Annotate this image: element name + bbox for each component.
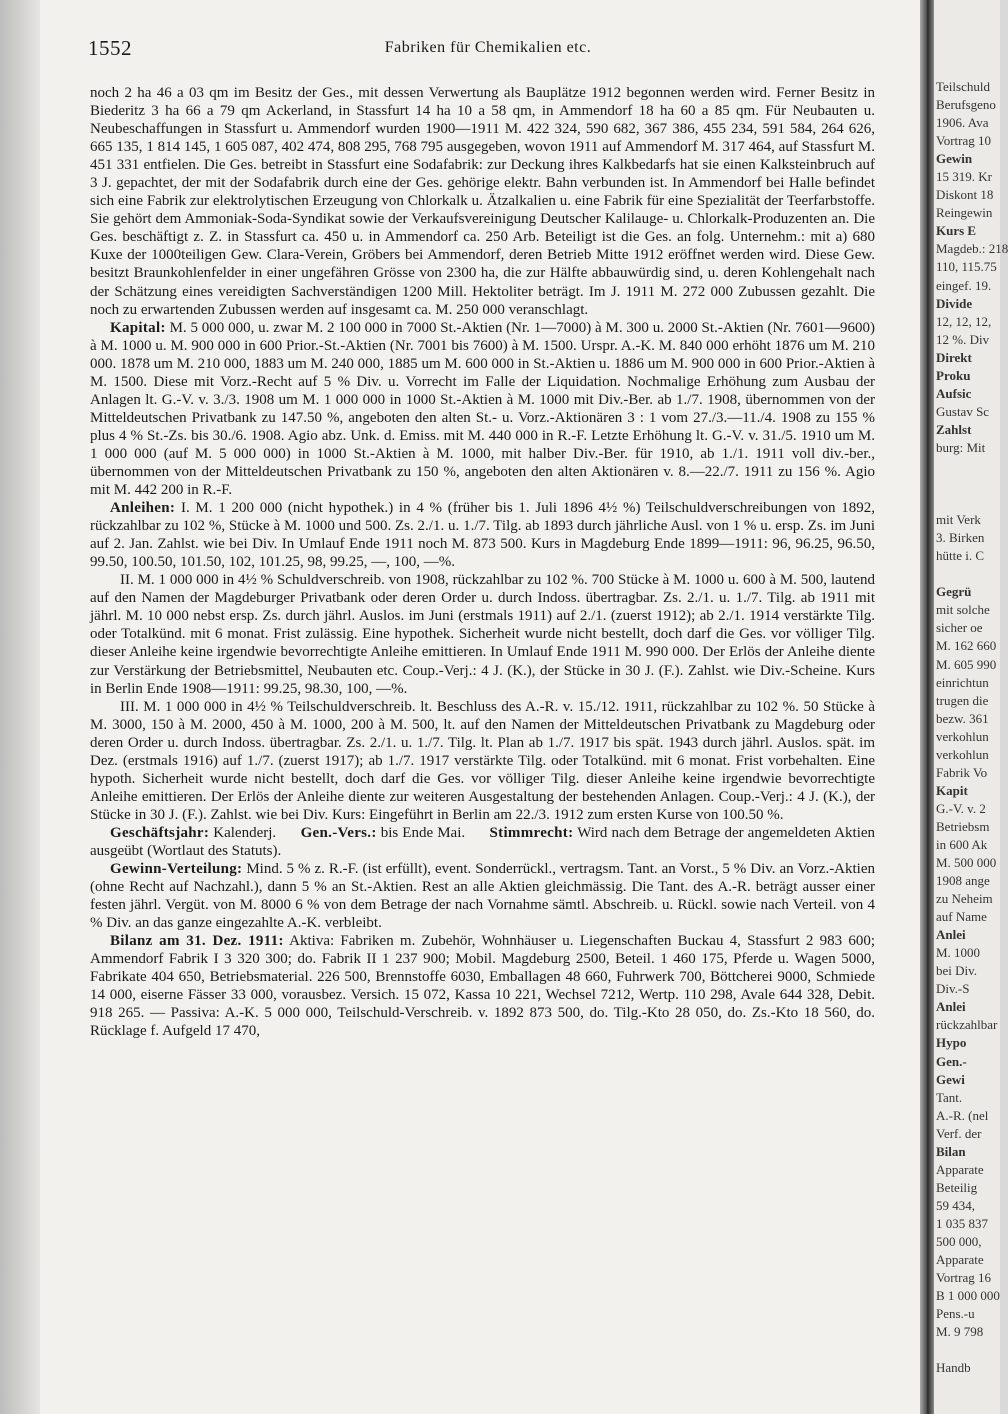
facing-page-line: Betriebsm: [936, 818, 990, 834]
facing-page-line: trugen die: [936, 692, 989, 708]
facing-page-line: 1 035 837: [936, 1215, 988, 1231]
facing-page-column: [936, 78, 1008, 1377]
facing-page-line: 12 %. Div: [936, 331, 990, 347]
facing-page-line: Magdeb.: 218: [936, 241, 1008, 257]
bilanz-heading: Bilanz am 31. Dez. 1911:: [110, 933, 284, 950]
gewinn-section: [90, 860, 875, 932]
gen-vers-text: bis Ende Mai.: [380, 824, 466, 841]
anleihen-paragraph-3: III. M. 1 000 000 in 4½ % Teilschuldverschreib. lt. Beschluss des A.-R. v. 15./12. 1911, rückzahlbar zu 102 %. 50 Stücke à M. 3000, 150 à M. 2000, 450 à M. 1000, 200 à M. 500, lt. auf den Namen der Mitteldeutschen Privatbank zu Magdeburg oder deren Order u. durch Indoss. übertragbar. Zs. 2./1. u. 1./7. Tilg. lt. Plan ab 1./7. 1917 bis spät. 1943 durch jährl. Auslos. spät. im Dez. (erstmals 1916) auf 1./7. (zuerst 1917); ab 1./7. 1917 verstärkte Tilg. oder Totalkünd. mit 6 monat. Frist vorbehalten. Eine hypoth. Sicherheit wurde nicht bestellt, doch darf die Ges. vor völliger Tilg. dieser Anleihe keine irgendwie bevorrechtigte Anleihe emittieren. Der Erlös der Anleihe diente zur weiteren Ausgestaltung der bestehenden Anlagen. Coup.-Verj.: 4 J. (K.), der Stücke in 30 J. (F.). Zahlst. wie bei Div. Kurs: Eingeführt in Berlin am 22./3. 1912 zum ersten Kurse von 100.50 %.: [90, 698, 875, 823]
gewinn-text: Mind. 5 % z. R.-F. (ist erfüllt), event. Sonderrückl., vertragsm. Tant. an Vorst., 5 % Div. an Vorz.-Aktien (ohne Recht auf Nachzahl.), dann 5 % an St.-Aktien. Rest an alle Aktien gleichmässig. Die Tant. des A.-R. beträgt ausser einer festen jährl. Vergüt. von M. 8000 6 % von dem Betrage der nach Vornahme sämtl. Abschreib. u. Rückl. sowie nach Verteil. von 4 % Div. an das ganze eingezahlte A.-K. verbleibt.: [90, 861, 876, 932]
facing-page-line: Divide: [936, 295, 973, 311]
facing-page-line: Gustav Sc: [936, 403, 990, 419]
facing-page-line: 15 319. Kr: [936, 169, 992, 185]
anleihen-paragraph-2: II. M. 1 000 000 in 4½ % Schuldverschreib. von 1908, rückzahlbar zu 102 %. 700 Stücke à M. 1000 u. 600 à M. 500, lautend auf den Namen der Magdeburger Privatbank oder deren Order u. durch Indoss. übertragbar. Zs. 2./1. u. 1./7. Tilg. ab 1911 mit jährl. M. 10 000 nebst ersp. Zs. durch jährl. Auslos. im Juni (erstmals 1911) auf 2./1. (zuerst 1912); ab 2./1. 1914 verstärkte Tilg. oder Totalkünd. mit 6 monat. Frist zulässig. Eine hypothek. Sicherheit wurde nicht bestellt, doch darf die Ges. vor völliger Tilg. dieser Anleihe keine irgendwie bevorrechtigte Anleihe emittieren. In Umlauf Ende 1911 M. 990 000. Der Erlös der Anleihe diente zur Verstärkung der Betriebsmittel, Neubauten etc. Coup.-Verj.: 4 J. (K.), der Stücke in 30 J. (F.). Zahlst. wie Div.-Scheine. Kurs in Berlin Ende 1908—1911: 99.25, 98.30, 100, —%.: [90, 572, 875, 697]
facing-page-line: M. 500 000: [936, 855, 997, 871]
facing-page-line: M. 9 798: [936, 1324, 984, 1340]
facing-page-line: Bilan: [936, 1143, 966, 1159]
facing-page-line: Div.-S: [936, 981, 970, 997]
facing-page-line: A.-R. (nel: [936, 1107, 989, 1123]
bilanz-section: [90, 932, 875, 1040]
kapital-section: [90, 319, 875, 499]
facing-page-line: 500 000,: [936, 1234, 982, 1249]
facing-page-line: 1906. Ava: [936, 115, 989, 131]
facing-page-line: B 1 000 000: [936, 1288, 1000, 1304]
facing-page-line: Fabrik Vo: [936, 764, 988, 780]
facing-page-line: 110, 115.75: [936, 259, 997, 275]
intro-paragraph: noch 2 ha 46 a 03 qm im Besitz der Ges., mit dessen Verwertung als Bauplätze 1912 begonnen werden wird. Ferner Besitz in Biederitz 3 ha 66 a 79 qm Ackerland, in Stassfurt 14 ha 10 a 58 qm, in Ammendorf 18 ha 60 a 85 qm. Für Neubauten u. Neubeschaffungen in Stassfurt u. Ammendorf wurden 1900—1911 M. 422 324, 590 682, 367 386, 455 234, 591 584, 264 626, 665 135, 1 814 145, 1 605 087, 402 474, 808 295, 768 795 ausgegeben, wovon 1911 auf Ammendorf M. 317 464, auf Stassfurt M. 451 331 entfielen. Die Ges. betreibt in Stassfurt eine Sodafabrik: zur Deckung ihres Kalkbedarfs hat sie einen Kalksteinbruch auf 3 J. gepachtet, der mit der Sodafabrik durch eine der Ges. gehörige elektr. Bahn verbunden ist. In Ammendorf bei Halle befindet sich eine Fabrik zur elektrolytischen Erzeugung von Chlorkalk u. Ätzalkalien u. eine Fabrik für eine Spezialität der Teerfarbstoffe. Sie gehört dem Ammoniak-Soda-Syndikat sowie der Verkaufsvereinigung Deutscher Kalilauge- u. Chlorkalk-Produzenten an. Die Ges. beschäftigt z. Z. in Stassfurt ca. 450 u. in Ammendorf ca. 250 Arb. Beteiligt ist die Ges. an folg. Unternehm.: mit a) 680 Kuxe der 1000teiligen Gew. Clara-Verein, Gröbers bei Ammendorf, deren Betrieb Mitte 1912 eröffnet werden wird. Diese Gew. besitzt Braunkohlenfelder in einer ungefähren Grösse von 2300 ha, die zur Hälfte abbauwürdig sind, u. deren Kohlengehalt nach der Schätzung eines vereidigten Sachverständigen 1200 Mill. Hektoliter beträgt. Im J. 1911 M. 272 000 Zubussen gezahlt. Die noch zu erwartenden Zubussen werden auf insgesamt ca. M. 250 000 veranschlagt.: [90, 85, 875, 318]
facing-page-line: Zahlst: [936, 421, 972, 437]
facing-page-line: M. 162 660: [936, 638, 997, 654]
facing-page-line: [936, 565, 1002, 583]
facing-page-line: rückzahlbar: [936, 1017, 998, 1033]
facing-page-line: [936, 1341, 1002, 1359]
facing-page-line: Teilschuld: [936, 79, 990, 94]
page-body: [90, 84, 875, 1040]
facing-page-line: Gen.-: [936, 1053, 967, 1069]
facing-page-line: Handb: [936, 1360, 971, 1376]
facing-page-line: Hypo: [936, 1035, 967, 1051]
facing-page-line: 3. Birken: [936, 530, 985, 546]
facing-page-line: verkohlun: [936, 728, 989, 744]
anleihen-text-1: I. M. 1 200 000 (nicht hypothek.) in 4 % (früher bis 1. Juli 1896 4½ %) Teilschuldverschreibungen von 1892, rückzahlbar zu 102 %, Stücke à M. 1000 und 500. Zs. 2./1. u. 1./7. Tilg. ab 1893 durch jährliche Ausl. von 1 % u. ersp. Zs. im Juni auf 2. Jan. Zahlst. wie bei Div. In Umlauf Ende 1911 noch M. 873 500. Kurs in Magdeburg Ende 1899—1911: 96, 96.25, 96.50, 99.50, 100.50, 101.50, 102, 101.25, 98, 99.25, —, 100, —%.: [90, 500, 876, 571]
facing-page-line: Vortrag 10: [936, 133, 992, 149]
bilanz-text: Aktiva: Fabriken m. Zubehör, Wohnhäuser u. Liegenschaften Buckau 4, Stassfurt 2 983 600; Ammendorf Fabrik I 3 320 300; do. Fabrik II 1 237 900; Mobil. Magdeburg 2500, Beteil. 1 460 175, Pferde u. Wagen 5000, Fabrikate 404 650, Betriebsmaterial. 226 500, Brennstoffe 6030, Emballagen 48 660, Fuhrwerk 700, Böttcherei 9000, Schmiede 14 000, eiserne Fässer 33 000, vorausbez. Versich. 15 072, Kassa 10 221, Wechsel 7212, Wertp. 110 298, Avale 644 328, Debit. 918 265. — Passiva: A.-K. 5 000 000, Teilschuld-Verschreib. v. 1892 873 500, do. Tilg.-Kto 28 050, do. Zs.-Kto 18 560, do. Rücklage f. Aufgeld 17 470,: [90, 933, 875, 1040]
facing-page-line: Gegrü: [936, 584, 972, 600]
facing-page-line: Diskont 18: [936, 187, 994, 203]
facing-page-line: [936, 475, 1002, 493]
facing-page-edge: [934, 0, 1008, 1414]
facing-page-line: M. 1000: [936, 945, 981, 961]
facing-page-line: Gewi: [936, 1071, 965, 1087]
facing-page-line: Tant.: [936, 1089, 963, 1105]
facing-page-line: Verf. der: [936, 1125, 982, 1141]
facing-page-line: sicher oe: [936, 620, 983, 636]
page-gutter: [0, 0, 40, 1414]
geschaeftsjahr-heading: Geschäftsjahr:: [110, 824, 210, 841]
facing-page-line: bezw. 361: [936, 710, 989, 726]
facing-page-line: Anlei: [936, 927, 966, 943]
facing-page-line: einrichtun: [936, 674, 989, 690]
anleihen-section: [90, 499, 875, 571]
gewinn-heading: Gewinn-Verteilung:: [110, 861, 243, 878]
facing-page-line: verkohlun: [936, 746, 989, 762]
facing-page-line: 59 434,: [936, 1197, 975, 1213]
facing-page-line: Reingewin: [936, 205, 993, 221]
stimmrecht-heading: Stimmrecht:: [489, 824, 574, 841]
running-title: Fabriken für Chemikalien etc.: [384, 39, 592, 56]
facing-page-line: Apparate: [936, 1161, 984, 1177]
facing-page-line: M. 605 990: [936, 656, 997, 672]
facing-page-line: [936, 493, 1002, 511]
facing-page-line: in 600 Ak: [936, 836, 988, 852]
book-page: [40, 0, 920, 1414]
facing-page-line: Beteilig: [936, 1179, 978, 1195]
facing-page-line: Aufsic: [936, 385, 972, 401]
facing-page-line: Pens.-u: [936, 1306, 975, 1322]
book-spine-fold: [920, 0, 934, 1414]
page-header: [88, 36, 888, 66]
kapital-text: M. 5 000 000, u. zwar M. 2 100 000 in 7000 St.-Aktien (Nr. 1—7000) à M. 300 u. 2000 St.-Aktien (Nr. 7601—9600) à M. 1000 u. M. 900 000 in 600 Prior.-St.-Aktien (Nr. 7001 bis 7600) à M. 1500. Urspr. A.-K. M. 840 000 erhöht 1876 um M. 210 000. 1878 um M. 210 000, 1883 um M. 240 000, 1885 um M. 600 000 in St.-Aktien u. 1886 um M. 900 000 in 600 Prior.-Aktien à M. 1500. Diese mit Vorz.-Recht auf 5 % Div. u. Vorrecht im Falle der Liquidation. Nochmalige Erhöhung zum Ausbau der Anlagen lt. G.-V. v. 3./3. 1908 um M. 1 000 000 in 1000 St.-Aktien à M. 1000 mit Div.-Ber. ab 1./7. 1908, übernommen von der Mitteldeutschen Privatbank zu 147.50 %, angeboten den alten St.- u. Vorz.-Aktionären 3 : 1 vom 27./3.—11./4. 1908 zu 155 % plus 4 % St.-Zs. bis 30./6. 1908. Agio abz. Unk. d. Emiss. mit M. 440 000 in R.-F. Letzte Erhöhung lt. G.-V. v. 31./5. 1910 um M. 1 000 000 (auf M. 5 000 000) in 1000 St.-Aktien à M. 1000, mit halber Div.-Ber. für 1910, ab 1./1. 1911 voll div.-ber., übernommen von der Mitteldeutschen Privatbank zu 150 %, angeboten den alten Aktionären v. 8.—22./7. 1911 zu 156 %. Agio mit M. 442 200 in R.-F.: [90, 319, 875, 499]
facing-page-line: Apparate: [936, 1252, 984, 1268]
facing-page-line: Berufsgeno: [936, 97, 996, 113]
facing-page-line: 12, 12, 12,: [936, 313, 992, 329]
facing-page-line: eingef. 19.: [936, 277, 992, 293]
facing-page-line: [936, 457, 1002, 475]
geschaeftsjahr-text: Kalenderj.: [213, 824, 277, 841]
facing-page-line: Kurs E: [936, 223, 977, 239]
facing-page-line: G.-V. v. 2: [936, 800, 986, 816]
facing-page-line: Vortrag 16: [936, 1270, 992, 1286]
facing-page-line: Gewin: [936, 151, 973, 167]
facing-page-line: mit Verk: [936, 512, 981, 528]
facing-page-line: bei Div.: [936, 963, 978, 979]
page-number: 1552: [88, 36, 132, 60]
facing-page-line: zu Neheim: [936, 891, 993, 907]
misc-section: [90, 824, 875, 860]
facing-page-line: burg: Mit: [936, 439, 986, 455]
facing-page-line: auf Name: [936, 909, 987, 925]
facing-page-line: Kapit: [936, 782, 968, 798]
anleihen-heading: Anleihen:: [110, 500, 176, 517]
gen-vers-heading: Gen.-Vers.:: [300, 824, 377, 841]
facing-page-line: hütte i. C: [936, 548, 985, 564]
facing-page-line: 1908 ange: [936, 873, 990, 889]
stimmrecht-text: Wird nach dem Betrage der angemeldeten Aktien ausgeübt (Wortlaut des Statuts).: [90, 824, 876, 859]
facing-page-line: Anlei: [936, 999, 966, 1015]
facing-page-line: Direkt: [936, 349, 972, 365]
kapital-heading: Kapital:: [110, 319, 166, 336]
facing-page-line: Proku: [936, 367, 971, 383]
facing-page-line: mit solche: [936, 602, 990, 618]
